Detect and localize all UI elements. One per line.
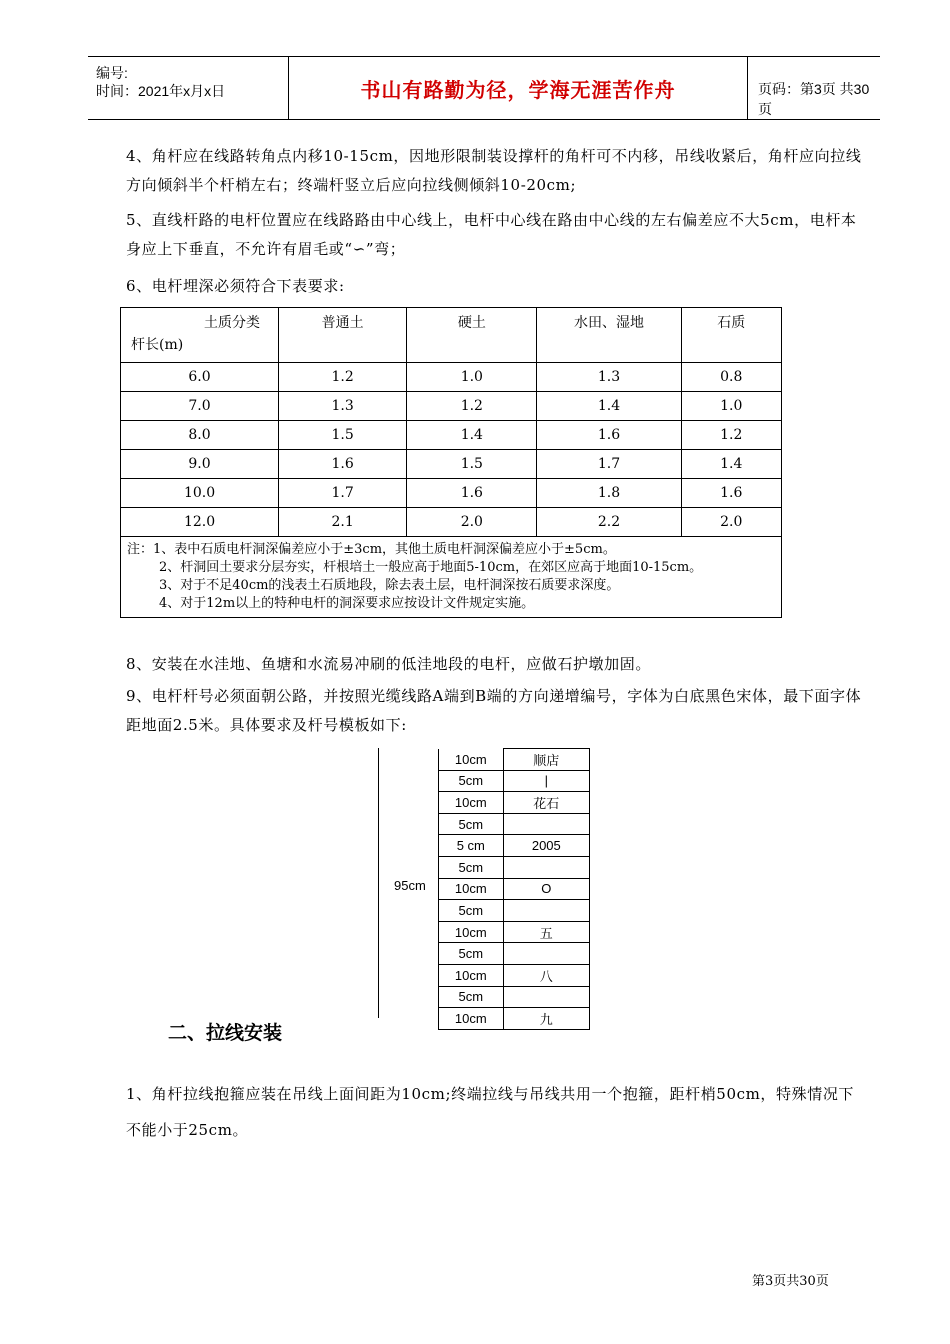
size: 5cm (439, 943, 504, 965)
column-header: 硬土 (407, 308, 537, 363)
section2-paragraph-1: 1、角杆拉线抱箍应装在吊线上面间距为10cm;终端拉线与吊线共用一个抱箍，距杆梢50cm，特殊情况下不能小于25cm。 (126, 1085, 855, 1139)
label: O (503, 878, 589, 900)
size: 10cm (439, 964, 504, 986)
label (503, 856, 589, 878)
label: 九 (503, 1008, 589, 1030)
note-3: 3、对于不足40cm的浅表土石质地段，除去表土层，电杆洞深按石质要求深度。 (159, 578, 620, 593)
size: 5cm (439, 900, 504, 922)
template-row (439, 835, 590, 857)
table-header-row (121, 308, 782, 363)
corner-top: 土质分类 (204, 315, 261, 331)
table-row (121, 392, 782, 421)
cell: 1.0 (407, 363, 537, 392)
cell: 2.0 (681, 508, 781, 537)
cell: 1.7 (537, 450, 681, 479)
template-row (439, 1008, 590, 1030)
date-label: 时间：2021年x月x日 (96, 83, 226, 99)
cell: 2.0 (407, 508, 537, 537)
template-row (439, 749, 590, 771)
table-row (121, 450, 782, 479)
paragraph-6: 6、电杆埋深必须符合下表要求: (126, 277, 345, 295)
size: 10cm (439, 792, 504, 814)
pole-number-template (378, 748, 590, 1027)
label: | (503, 770, 589, 792)
size: 5cm (439, 856, 504, 878)
template-row (439, 770, 590, 792)
cell: 1.2 (681, 421, 781, 450)
label: 八 (503, 964, 589, 986)
cell: 1.6 (407, 479, 537, 508)
header-info (88, 57, 288, 119)
depth-table (120, 307, 782, 618)
cell: 1.4 (537, 392, 681, 421)
label (503, 900, 589, 922)
column-header: 水田、湿地 (537, 308, 681, 363)
size: 5cm (439, 813, 504, 835)
template-row (439, 964, 590, 986)
size: 10cm (439, 1008, 504, 1030)
label (503, 943, 589, 965)
size: 5cm (439, 986, 504, 1008)
note-2: 2、杆洞回土要求分层夯实，杆根培土一般应高于地面5-10cm，在郊区应高于地面10-15cm。 (159, 560, 703, 575)
table-row (121, 508, 782, 537)
label (503, 813, 589, 835)
label (503, 986, 589, 1008)
cell: 1.2 (407, 392, 537, 421)
section-title: 二、拉线安装 (168, 1022, 283, 1044)
label: 2005 (503, 835, 589, 857)
cell-length: 8.0 (121, 421, 279, 450)
cell: 1.7 (279, 479, 407, 508)
note-1: 注：1、表中石质电杆洞深偏差应小于±3cm，其他土质电杆洞深偏差应小于±5cm。 (127, 542, 616, 557)
cell-length: 10.0 (121, 479, 279, 508)
corner-cell (121, 308, 279, 363)
cell: 1.3 (537, 363, 681, 392)
size: 10cm (439, 921, 504, 943)
cell: 1.6 (681, 479, 781, 508)
pole-bracket-line (378, 748, 379, 1018)
template-row (439, 878, 590, 900)
corner-bottom: 杆长(m) (131, 337, 184, 353)
cell: 1.4 (681, 450, 781, 479)
size: 5cm (439, 770, 504, 792)
column-header: 普通土 (279, 308, 407, 363)
paragraph-5: 5、直线杆路的电杆位置应在线路路由中心线上，电杆中心线在路由中心线的左右偏差应不大5cm，电杆本身应上下垂直，不允许有眉毛或“∽”弯； (126, 211, 857, 258)
cell: 1.2 (279, 363, 407, 392)
number-label: 编号: (96, 65, 128, 81)
label: 五 (503, 921, 589, 943)
table-row (121, 363, 782, 392)
pole-total-height: 95cm (394, 878, 426, 893)
cell: 1.4 (407, 421, 537, 450)
cell-length: 9.0 (121, 450, 279, 479)
cell: 2.1 (279, 508, 407, 537)
cell-length: 12.0 (121, 508, 279, 537)
page-header (88, 56, 880, 120)
table-row (121, 421, 782, 450)
paragraph-9: 9、电杆杆号必须面朝公路，并按照光缆线路A端到B端的方向递增编号，字体为白底黑色宋体，最下面字体距地面2.5米。具体要求及杆号模板如下: (126, 687, 862, 734)
page-footer: 第3页共30页 (752, 1274, 829, 1289)
label: 花石 (503, 792, 589, 814)
motto: 书山有路勤为径，学海无涯苦作舟 (288, 57, 748, 119)
template-row (439, 900, 590, 922)
cell: 1.0 (681, 392, 781, 421)
cell: 1.6 (279, 450, 407, 479)
cell-length: 7.0 (121, 392, 279, 421)
cell: 0.8 (681, 363, 781, 392)
cell: 1.8 (537, 479, 681, 508)
table-row (121, 479, 782, 508)
template-row (439, 986, 590, 1008)
cell: 1.3 (279, 392, 407, 421)
size: 10cm (439, 878, 504, 900)
cell: 1.6 (537, 421, 681, 450)
column-header: 石质 (681, 308, 781, 363)
table-notes (121, 537, 782, 618)
size: 10cm (439, 749, 504, 771)
template-row (439, 813, 590, 835)
template-row (439, 921, 590, 943)
cell: 1.5 (407, 450, 537, 479)
notes-row (121, 537, 782, 618)
template-row (439, 792, 590, 814)
template-row (439, 856, 590, 878)
template-row (439, 943, 590, 965)
cell-length: 6.0 (121, 363, 279, 392)
size: 5 cm (439, 835, 504, 857)
cell: 2.2 (537, 508, 681, 537)
paragraph-4: 4、角杆应在线路转角点内移10-15cm，因地形限制装设撑杆的角杆可不内移，吊线收紧后，角杆应向拉线方向倾斜半个杆梢左右；终端杆竖立后应向拉线侧倾斜10-20cm; (126, 147, 862, 194)
cell: 1.5 (279, 421, 407, 450)
page-label: 页码：第3页 共30页 (758, 81, 870, 117)
pole-template-table (438, 748, 590, 1030)
note-4: 4、对于12m以上的特种电杆的洞深要求应按设计文件规定实施。 (159, 596, 535, 611)
paragraph-8: 8、安装在水洼地、鱼塘和水流易冲刷的低洼地段的电杆，应做石护墩加固。 (126, 655, 651, 673)
label: 顺店 (503, 749, 589, 771)
